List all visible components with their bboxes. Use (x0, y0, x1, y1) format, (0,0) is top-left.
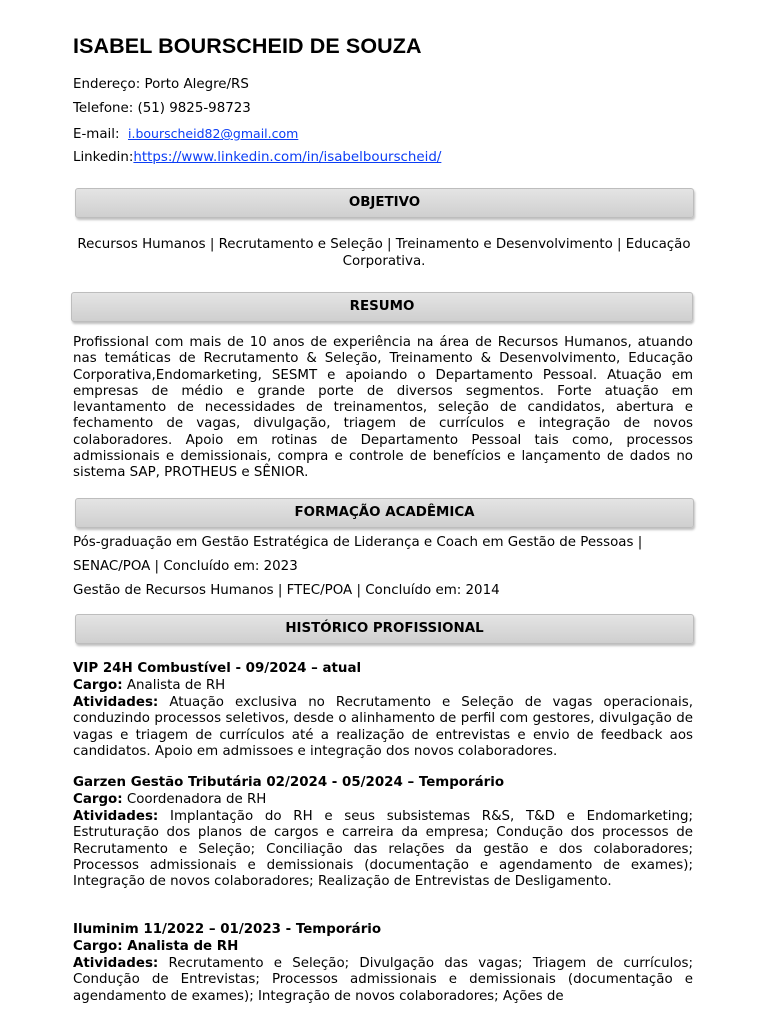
activities-text: Atuação exclusiva no Recrutamento e Seleção de vagas operacionais, conduzindo processos seletivos, desde o alinhamento de perfil com gestores, divulgação de vagas e triagem de currículos até a realização de entrevistas e envio de feedback aos candidatos. Apoio em admissoes e integração dos novos colaboradores. (73, 695, 693, 759)
section-header-education: FORMAÇÃO ACADÊMICA (75, 498, 694, 528)
education-line-1: Pós-graduação em Gestão Estratégica de Liderança e Coach em Gestão de Pessoas | (73, 535, 643, 550)
email-link[interactable]: i.bourscheid82@gmail.com (128, 126, 299, 141)
section-header-history: HISTÓRICO PROFISSIONAL (75, 614, 694, 644)
activities-text: Recrutamento e Seleção; Divulgação das vagas; Triagem de currículos; Condução de Entrevistas; Processos admissionais e demissionais (documentação e agendamento de exames); Integração de novos colaboradores; Ações de (73, 956, 693, 1004)
email-line (73, 126, 298, 142)
section-header-summary: RESUMO (71, 292, 693, 322)
job-role (73, 939, 238, 955)
activities-label: Atividades: (73, 695, 159, 710)
education-line-2: SENAC/POA | Concluído em: 2023 (73, 559, 298, 574)
email-label: E-mail: (73, 127, 120, 142)
phone-line (73, 101, 251, 116)
job-activities (73, 809, 693, 890)
cargo-label: Cargo: (73, 939, 123, 954)
education-line-3: Gestão de Recursos Humanos | FTEC/POA | Concluído em: 2014 (73, 583, 500, 598)
cargo-value: Analista de RH (126, 678, 226, 693)
address-value: Porto Alegre/RS (144, 77, 249, 92)
cargo-value: Coordenadora de RH (126, 792, 267, 807)
activities-text: Implantação do RH e seus subsistemas R&S, T&D e Endomarketing; Estruturação dos planos de cargos e carreira da empresa; Condução dos processos de Recrutamento e Seleção; Conciliação das relações da gestão e dos colaboradores; Processos admissionais e demissionais (documentação e agendamento de exames); Integração de novos colaboradores; Realização de Entrevistas de Desligamento. (73, 809, 693, 890)
linkedin-line (73, 150, 441, 165)
activities-label: Atividades: (73, 956, 159, 971)
job-activities (73, 956, 693, 1005)
cargo-value: Analista de RH (127, 939, 239, 954)
phone-value: (51) 9825-98723 (137, 101, 251, 116)
job-title: Garzen Gestão Tributária 02/2024 - 05/2024 – Temporário (73, 775, 505, 790)
linkedin-link[interactable]: https://www.linkedin.com/in/isabelbourscheid/ (133, 150, 442, 165)
cargo-label: Cargo: (73, 678, 123, 693)
linkedin-label: Linkedin: (73, 150, 134, 165)
candidate-name: ISABEL BOURSCHEID DE SOUZA (73, 34, 422, 58)
cargo-label: Cargo: (73, 792, 123, 807)
phone-label: Telefone: (73, 101, 134, 116)
address-line (73, 77, 249, 92)
address-label: Endereço: (73, 77, 141, 92)
job-title: VIP 24H Combustível - 09/2024 – atual (73, 661, 362, 676)
job-role (73, 792, 266, 808)
job-activities (73, 695, 693, 760)
summary-text: Profissional com mais de 10 anos de experiência na área de Recursos Humanos, atuando nas temáticas de Recrutamento & Seleção, Treinamento & Desenvolvimento, Educação Corporativa,Endomarketing, SESMT e apoiando o Departamento Pessoal. Atuação em empresas de médio e grande porte de diversos segmentos. Forte atuação em levantamento de necessidades de treinamentos, seleção de candidatos, abertura e fechamento de vagas, divulgação, triagem de currículos e integração de novos colaboradores. Apoio em rotinas de Departamento Pessoal tais como, processos admissionais e demissionais, compra e controle de benefícios e lançamento de dados no sistema SAP, PROTHEUS e SÊNIOR. (73, 335, 693, 481)
activities-label: Atividades: (73, 809, 159, 824)
objective-text: Recursos Humanos | Recrutamento e Seleção | Treinamento e Desenvolvimento | Educação Corporativa. (77, 237, 691, 269)
job-role (73, 678, 225, 694)
job-title: Iluminim 11/2022 – 01/2023 - Temporário (73, 922, 382, 937)
section-header-objective: OBJETIVO (75, 188, 694, 218)
